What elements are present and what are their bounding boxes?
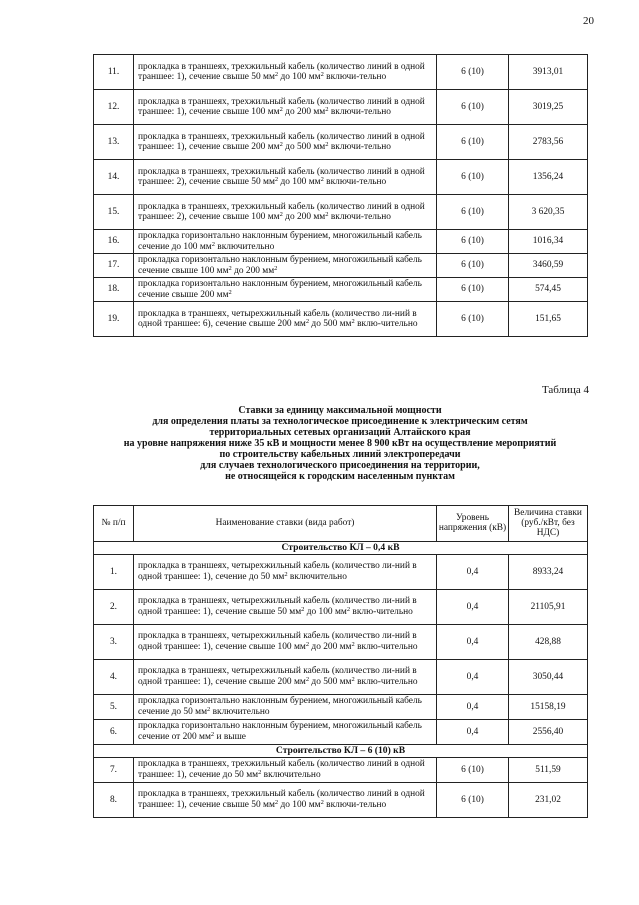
section-row <box>94 541 588 554</box>
row-rate: 3460,59 <box>509 254 588 278</box>
row-rate: 1016,34 <box>509 230 588 254</box>
row-voltage: 6 (10) <box>437 195 509 230</box>
table-row <box>94 719 588 744</box>
page-number: 20 <box>583 15 594 27</box>
row-description <box>134 554 437 589</box>
description-text: включительно <box>210 706 270 717</box>
description-text: вклю-чительно <box>354 676 418 687</box>
description-text: включительно <box>214 241 275 252</box>
rates-table-continued-body <box>94 55 588 337</box>
description-text: прокладка в траншеях, трехжильный кабель (количество линий в одной траншее: 1), сечение свыше 50 мм <box>138 61 425 82</box>
description-text: и выше <box>214 731 246 742</box>
row-voltage: 6 (10) <box>437 254 509 278</box>
square-superscript: 2 <box>320 798 324 806</box>
square-superscript: 2 <box>210 730 215 738</box>
table-caption: Таблица 4 <box>541 384 589 396</box>
square-superscript: 2 <box>351 640 355 648</box>
description-text: включительно <box>261 769 321 780</box>
description-text: прокладка горизонтально наклонным бурением, многожильный кабель сечение до 50 мм <box>138 696 422 717</box>
rates-table-continued <box>93 54 588 337</box>
square-superscript: 2 <box>284 570 288 578</box>
row-number: 3. <box>94 624 134 659</box>
square-superscript: 2 <box>274 176 279 183</box>
table-row <box>94 195 588 230</box>
row-number: 1. <box>94 554 134 589</box>
row-description <box>134 195 437 230</box>
square-superscript: 2 <box>279 106 283 113</box>
description-text: прокладка в траншеях, четырехжильный кабель (количество ли-ний в одной траншее: 1), сечение свыше 50 мм <box>138 596 417 617</box>
square-superscript: 2 <box>305 675 310 683</box>
description-text: до 100 мм <box>278 177 321 187</box>
description-text: до 100 мм <box>278 799 321 810</box>
description-text: прокладка в траншеях, четырехжильный кабель (количество ли-ний в одной траншее: 1), сечение свыше 200 мм <box>138 666 417 687</box>
row-number: 7. <box>94 757 134 782</box>
table-row <box>94 230 588 254</box>
row-description <box>134 302 437 337</box>
description-text: до 100 мм <box>304 606 347 617</box>
table-row <box>94 659 588 694</box>
heading-line: Ставки за единицу максимальной мощности <box>238 405 442 416</box>
row-description <box>134 719 437 744</box>
description-text: включи-тельно <box>328 107 391 117</box>
row-description <box>134 624 437 659</box>
description-text: прокладка в траншеях, трехжильный кабель (количество линий в одной траншее: 2), сечение свыше 50 мм <box>138 166 425 187</box>
description-text: включительно <box>287 571 347 582</box>
description-text: прокладка в траншеях, трехжильный кабель (количество линий в одной траншее: 2), сечение свыше 100 мм <box>138 201 425 222</box>
heading-line: для определения платы за технологическое присоединение к электрическим сетям <box>152 416 528 427</box>
table-row <box>94 624 588 659</box>
square-superscript: 2 <box>279 211 283 218</box>
description-text: до 500 мм <box>309 676 352 687</box>
square-superscript: 2 <box>228 264 232 272</box>
row-description <box>134 694 437 719</box>
table-heading <box>95 405 585 482</box>
row-rate: 1356,24 <box>509 160 588 195</box>
description-text: вклю-чительно <box>354 641 418 652</box>
description-text: включи-тельно <box>328 142 391 152</box>
table-header-row <box>94 506 588 542</box>
row-voltage: 0,4 <box>437 624 509 659</box>
row-number: 13. <box>94 125 134 160</box>
table-row <box>94 694 588 719</box>
row-voltage: 6 (10) <box>437 160 509 195</box>
row-rate: 3913,01 <box>509 55 588 90</box>
row-rate: 2556,40 <box>509 719 588 744</box>
description-text: прокладка в траншеях, четырехжильный кабель (количество ли-ний в одной траншее: 6), сечение свыше 200 мм <box>138 308 417 329</box>
description-text: включи-тельно <box>323 177 387 187</box>
square-superscript: 2 <box>346 605 351 613</box>
description-text: вклю-чительно <box>354 319 418 329</box>
row-description <box>134 278 437 302</box>
row-description <box>134 782 437 817</box>
row-voltage: 0,4 <box>437 719 509 744</box>
description-text: прокладка в траншеях, трехжильный кабель (количество линий в одной траншее: 1), сечение свыше 50 мм <box>138 789 425 810</box>
row-description <box>134 125 437 160</box>
row-number: 6. <box>94 719 134 744</box>
row-description <box>134 90 437 125</box>
row-number: 11. <box>94 55 134 90</box>
description-text: прокладка в траншеях, четырехжильный кабель (количество ли-ний в одной траншее: 1), сечение свыше 100 мм <box>138 631 417 652</box>
row-voltage: 6 (10) <box>437 230 509 254</box>
row-rate: 21105,91 <box>509 589 588 624</box>
square-superscript: 2 <box>325 211 329 218</box>
square-superscript: 2 <box>325 106 329 113</box>
square-superscript: 2 <box>279 141 283 148</box>
row-voltage: 0,4 <box>437 694 509 719</box>
row-description <box>134 230 437 254</box>
row-rate: 428,88 <box>509 624 588 659</box>
row-rate: 3050,44 <box>509 659 588 694</box>
description-text: до 200 мм <box>231 265 275 276</box>
row-rate: 8933,24 <box>509 554 588 589</box>
description-text: прокладка в траншеях, трехжильный кабель (количество линий в одной траншее: 1), сечение до 50 мм <box>138 759 425 780</box>
description-text: прокладка в траншеях, четырехжильный кабель (количество ли-ний в одной траншее: 1), сечение до 50 мм <box>138 561 417 582</box>
description-text: прокладка горизонтально наклонным бурением, многожильный кабель сечение свыше 200 мм <box>138 279 422 300</box>
description-text: до 100 мм <box>278 72 321 82</box>
square-superscript: 2 <box>211 240 215 248</box>
header-voltage: Уровень напряжения (кВ) <box>437 506 509 542</box>
table-row <box>94 160 588 195</box>
square-superscript: 2 <box>305 318 310 325</box>
description-text: до 500 мм <box>309 319 352 329</box>
table-row <box>94 55 588 90</box>
description-text: прокладка в траншеях, трехжильный кабель (количество линий в одной траншее: 1), сечение свыше 200 мм <box>138 131 425 152</box>
heading-line: по строительству кабельных линий электропередачи <box>219 449 461 460</box>
row-description <box>134 254 437 278</box>
row-voltage: 0,4 <box>437 659 509 694</box>
row-number: 12. <box>94 90 134 125</box>
table-row <box>94 278 588 302</box>
row-voltage: 6 (10) <box>437 302 509 337</box>
square-superscript: 2 <box>274 264 278 272</box>
description-text: включи-тельно <box>328 212 391 222</box>
row-number: 8. <box>94 782 134 817</box>
section-04kv-body <box>94 541 588 744</box>
row-number: 14. <box>94 160 134 195</box>
row-voltage: 6 (10) <box>437 90 509 125</box>
row-voltage: 0,4 <box>437 554 509 589</box>
description-text: включи-тельно <box>323 72 387 82</box>
row-rate: 3019,25 <box>509 90 588 125</box>
table-row <box>94 90 588 125</box>
row-voltage: 6 (10) <box>437 278 509 302</box>
description-text: вклю-чительно <box>350 606 413 617</box>
row-number: 16. <box>94 230 134 254</box>
section-row <box>94 744 588 757</box>
square-superscript: 2 <box>320 176 324 183</box>
square-superscript: 2 <box>351 675 355 683</box>
row-number: 15. <box>94 195 134 230</box>
row-number: 18. <box>94 278 134 302</box>
header-num: № п/п <box>94 506 134 542</box>
row-rate: 511,59 <box>509 757 588 782</box>
row-rate: 231,02 <box>509 782 588 817</box>
row-voltage: 6 (10) <box>437 125 509 160</box>
row-description <box>134 589 437 624</box>
square-superscript: 2 <box>258 768 262 776</box>
description-text: прокладка горизонтально наклонным бурением, многожильный кабель сечение свыше 100 мм <box>138 255 422 276</box>
description-text: прокладка горизонтально наклонным бурением, многожильный кабель сечение от 200 мм <box>138 721 422 742</box>
description-text: до 500 мм <box>282 142 326 152</box>
row-number: 17. <box>94 254 134 278</box>
description-text: прокладка в траншеях, трехжильный кабель (количество линий в одной траншее: 1), сечение свыше 100 мм <box>138 96 425 117</box>
heading-line: не относящейся к городским населенным пунктам <box>225 471 455 482</box>
description-text: включи-тельно <box>323 799 387 810</box>
row-description <box>134 160 437 195</box>
row-voltage: 6 (10) <box>437 55 509 90</box>
row-voltage: 6 (10) <box>437 782 509 817</box>
square-superscript: 2 <box>301 605 305 613</box>
row-voltage: 0,4 <box>437 589 509 624</box>
table-row <box>94 125 588 160</box>
square-superscript: 2 <box>320 71 324 78</box>
square-superscript: 2 <box>325 141 329 148</box>
row-rate: 2783,56 <box>509 125 588 160</box>
row-number: 19. <box>94 302 134 337</box>
row-rate: 3 620,35 <box>509 195 588 230</box>
header-name: Наименование ставки (вида работ) <box>134 506 437 542</box>
row-number: 4. <box>94 659 134 694</box>
table-row <box>94 302 588 337</box>
section-6-10kv-body <box>94 744 588 817</box>
table-row <box>94 757 588 782</box>
square-superscript: 2 <box>351 318 355 325</box>
table-row <box>94 554 588 589</box>
rates-table <box>93 505 588 818</box>
square-superscript: 2 <box>228 288 232 296</box>
row-voltage: 6 (10) <box>437 757 509 782</box>
section-title: Строительство КЛ – 0,4 кВ <box>94 541 588 554</box>
description-text: до 200 мм <box>282 212 326 222</box>
description-text: до 200 мм <box>309 641 352 652</box>
header-rate: Величина ставки (руб./кВт, без НДС) <box>509 506 588 542</box>
square-superscript: 2 <box>305 640 310 648</box>
row-rate: 151,65 <box>509 302 588 337</box>
row-number: 2. <box>94 589 134 624</box>
square-superscript: 2 <box>207 705 211 713</box>
square-superscript: 2 <box>274 71 279 78</box>
row-number: 5. <box>94 694 134 719</box>
description-text: прокладка горизонтально наклонным бурением, многожильный кабель сечение до 100 мм <box>138 231 422 252</box>
row-rate: 574,45 <box>509 278 588 302</box>
table-row <box>94 254 588 278</box>
heading-line: на уровне напряжения ниже 35 кВ и мощности менее 8 900 кВт на осуществление мероприятий <box>123 438 557 449</box>
table-row <box>94 782 588 817</box>
row-description <box>134 55 437 90</box>
table-row <box>94 589 588 624</box>
row-description <box>134 757 437 782</box>
square-superscript: 2 <box>274 798 279 806</box>
description-text: до 200 мм <box>282 107 326 117</box>
section-title: Строительство КЛ – 6 (10) кВ <box>94 744 588 757</box>
heading-line: территориальных сетевых организаций Алтайского края <box>209 427 471 438</box>
heading-line: для случаев технологического присоединения на территории, <box>200 460 480 471</box>
row-rate: 15158,19 <box>509 694 588 719</box>
row-description <box>134 659 437 694</box>
